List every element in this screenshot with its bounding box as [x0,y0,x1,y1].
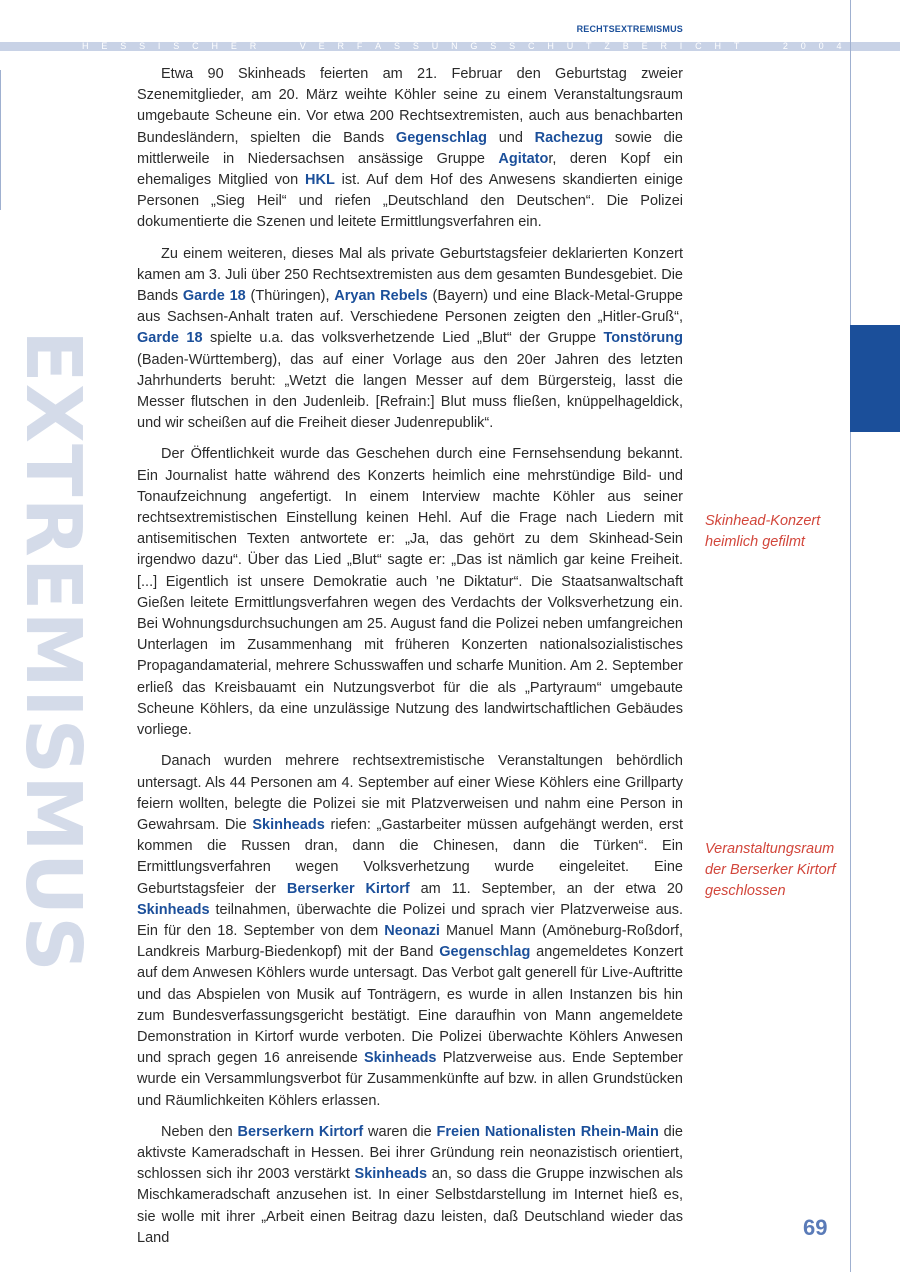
report-title-letter: Z [604,41,610,51]
report-title-letter: R [337,41,344,51]
highlighted-name: Berserker Kirtorf [286,880,410,897]
report-title-letter: H [82,41,89,51]
report-title-letter: G [470,41,478,51]
report-title-letter: F [356,41,363,51]
report-title-letter: S [120,41,127,51]
report-title-letter: I [679,41,683,51]
left-margin-rule [0,70,1,210]
report-title-letter: T [586,41,592,51]
paragraph-text: ist. Auf dem Hof des Anwesens skandierten einige Personen „Sieg Heil“ und riefen „Deutschland den Deutschen“. Die Polizei dokumentierte die Szenen und leitete Ermittlungsverfahren ein. [137,172,683,231]
paragraph-text: sowie die mittlerweile in Niedersachsen ansässige Gruppe [137,129,683,167]
paragraph [137,64,683,234]
margin-note-venue-closed: Veranstaltungsraum der Berserker Kirtorf geschlossen [705,841,836,899]
report-title-letter: I [157,41,161,51]
report-title-letter: H [714,41,721,51]
highlighted-name: Skinheads [363,1050,437,1067]
highlighted-name: Gegenschlag [395,129,487,146]
paragraph-text: waren die [363,1123,437,1140]
report-title-letter: C [528,41,535,51]
paragraph [137,444,683,741]
report-title-letter: T [733,41,740,51]
watermark-extremismus: EXTREMISMUS [8,330,97,973]
paragraph-text: am 11. September, an der etwa 20 [409,880,683,897]
report-title-letter: V [299,41,306,51]
report-title [82,41,842,52]
report-title-letter: 0 [800,41,806,51]
report-title-letter: 4 [836,41,842,51]
highlighted-name: Agitato [498,150,549,167]
report-title-letter: N [451,41,458,51]
highlighted-name: Rachezug [534,129,604,146]
chapter-tab-block [850,325,900,432]
report-title-letter: S [394,41,401,51]
paragraph-text: die aktivste Kameradschaft in Hessen. Bei ihrer Gründung rein neonazistisch orientiert, schlossen sich ihr 2003 verstärkt [137,1123,683,1183]
highlighted-name: Neonazi [384,922,440,939]
report-title-letter: C [695,41,702,51]
report-title-letter: E [101,41,108,51]
right-margin-rule [850,0,851,1272]
paragraph-text: (Thüringen), [245,288,335,305]
margin-note-concert: Skinhead-Konzert heimlich gefilmt [705,513,821,550]
report-title-letter: S [139,41,146,51]
report-title-letter: C [192,41,199,51]
paragraph-text: und [486,129,535,146]
report-title-letter: E [641,41,648,51]
report-title-letter: 2 [782,41,788,51]
report-title-letter: A [375,41,382,51]
report-title-letter: B [622,41,629,51]
highlighted-name: Aryan Rebels [334,288,428,305]
report-title-letter: R [660,41,667,51]
paragraph-text: Danach wurden mehrere rechtsextremistische Veranstaltungen behördlich untersagt. Als 44 Personen am 4. September auf einer Wiese Köhlers eine Grillparty feiern wollten, belegte die Polizei sie mit Platzverweisen und nahm eine Person in Gewahrsam. Die [137,753,683,833]
report-title-letter: S [509,41,516,51]
paragraph-text: r, deren Kopf ein ehemaliges Mitglied von [137,150,683,189]
paragraph-text: (Bayern) und eine Black-Metal-Gruppe aus Sachsen-Anhalt traten auf. Verschiedene Personen zeigten den „Hitler-Gruß“, [137,288,683,326]
report-title-letter: E [230,41,237,51]
paragraph-text: (Baden-Württemberg), das auf einer Vorlage aus den 20er Jahren des letzten Jahrhunderts beruht: „Wetzt die langen Messer auf dem Bürgersteig, lasst die Messer flutschen in den Judenleib. [Refrain:] Blut muss fließen, knüppelhageldick, und wir scheißen auf die Freiheit dieser Judenrepublik“. [137,351,683,432]
report-title-letter: S [173,41,180,51]
report-title-letter: E [318,41,325,51]
highlighted-name: Berserkern Kirtorf [237,1123,364,1140]
report-title-letter [768,41,771,52]
highlighted-name: Tonstörung [603,330,683,347]
report-title-letter: 0 [818,41,824,51]
paragraph-text: teilnahmen, überwachte die Polizei und sprach vier Platzverweise aus. Ein für den 18. September von dem [137,901,683,939]
report-title-letter: H [547,41,554,51]
report-title-letter [284,41,287,52]
report-title-letter [269,41,272,52]
paragraph-text: Der Öffentlichkeit wurde das Geschehen durch eine Fernsehsendung bekannt. Ein Journalist hatte während des Konzerts heimlich eine mehrstündige Bild- und Tonaufzeichnung angefertigt. In einem Interview machte Köhler aus seiner rechtsextremistischen Einstellung keinen Hehl. Auf die Frage nach Liedern mit antisemitischen Texten antwortete er: „Ja, das gehört zu dem Skinhead-Sein irgendwo dazu“. Über das Lied „Blut“ sagte er: „Das ist nämlich gar keine Freiheit. [...] Eigentlich ist unsere Demokratie auch ’ne Diktatur“. Die Staatsanwaltschaft Gießen leitete Ermittlungsverfahren wegen des Verdachts der Volksverhetzung ein. Bei Wohnungsdurchsuchungen am 25. August fand die Polizei neben umfangreichen Unterlagen im Zusammenhang mit früheren Konzerten nationalsozialistisches Propagandamaterial, mehrere Schusswaffen und scharfe Munition. Am 2. September erließ das Kreisbauamt ein Nutzungsverbot für die als „Partyraum“ umgebaute Scheune Köhlers, da eine unzulässige Nutzung des landwirtschaftlichen Gebäudes vorliege. [137,446,683,739]
page-number: 69 [803,1215,828,1240]
report-title-letter: U [566,41,574,51]
report-title-letter: U [431,41,439,51]
paragraph-text: Zu einem weiteren, dieses Mal als private Geburtstagsfeier deklarierten Konzert kamen am 3. Juli über 250 Rechtsextremisten aus dem gesamten Bundesgebiet. Die Bands [137,245,683,305]
paragraph [137,751,683,1111]
report-title-letter: S [412,41,419,51]
paragraph-text: Manuel Mann (Amöneburg-Roßdorf, Landkreis Marburg-Biedenkopf) mit der Band [137,922,683,961]
highlighted-name: Garde 18 [137,330,203,347]
highlighted-name: Garde 18 [182,288,246,305]
paragraph [137,244,683,435]
report-title-letter: H [211,41,218,51]
report-title-letter: R [249,41,257,51]
highlighted-name: Freien Nationalisten Rhein-Main [436,1123,659,1140]
highlighted-name: Skinheads [354,1166,428,1183]
paragraph-text: Platzverweise aus. Ende September wurde ein Versammlungsverbot für Zusammenkünfte auf bzw. in allen Grundstücken und Räumlichkeiten Köhlers erlassen. [137,1050,683,1109]
paragraph-text: spielte u.a. das volksverhetzende Lied „Blut“ der Gruppe [202,330,604,347]
paragraph-text: Etwa 90 Skinheads feierten am 21. Februar den Geburtstag zweier Szenemitglieder, am 20. März weihte Köhler seine zu einem Veranstaltungsraum umgebaute Scheune ein. Vor etwa 200 Rechtsextremisten, auch aus benachbarten Bundesländern, spielten die Bands [137,66,683,146]
paragraph-text: Neben den [161,1123,238,1140]
body-text [137,64,683,1259]
section-title: RECHTSEXTREMISMUS [576,24,683,34]
highlighted-name: Skinheads [252,816,325,833]
paragraph-text: angemeldetes Konzert auf dem Anwesen Köhlers wurde untersagt. Das Verbot galt generell für Live-Auftritte und das Abspielen von Musik auf Tonträgern, es wurde in allen Instanzen bis hin zum Bundesverfassungsgericht bestätigt. Eine daraufhin von Mann angemeldete Demonstration in Kirtorf wurde verboten. Die Polizei überwachte Köhlers Anwesen und sprach gegen 16 anreisende [137,944,684,1067]
highlighted-name: Skinheads [137,901,210,918]
highlighted-name: Gegenschlag [439,944,531,961]
paragraph-text: riefen: „Gastarbeiter müssen aufgehängt werden, erst kommen die Russen dran, dann die Chinesen, dann die Türken“. Ein Ermittlungsverfahren wegen Volksverhetzung wurde eingeleitet. Eine Geburtstagsfeier der [137,816,683,897]
highlighted-name: HKL [305,172,335,189]
paragraph [137,1122,683,1249]
paragraph-text: an, so dass die Gruppe inzwischen als Mischkameradschaft anzusehen ist. In einer Selbstdarstellung im Internet hieß es, sie wolle mit ihrer „Arbeit einen Beitrag dazu leisten, daß Deutschland wieder das Land [137,1166,683,1246]
report-title-letter [752,41,755,52]
report-title-letter: S [490,41,497,51]
